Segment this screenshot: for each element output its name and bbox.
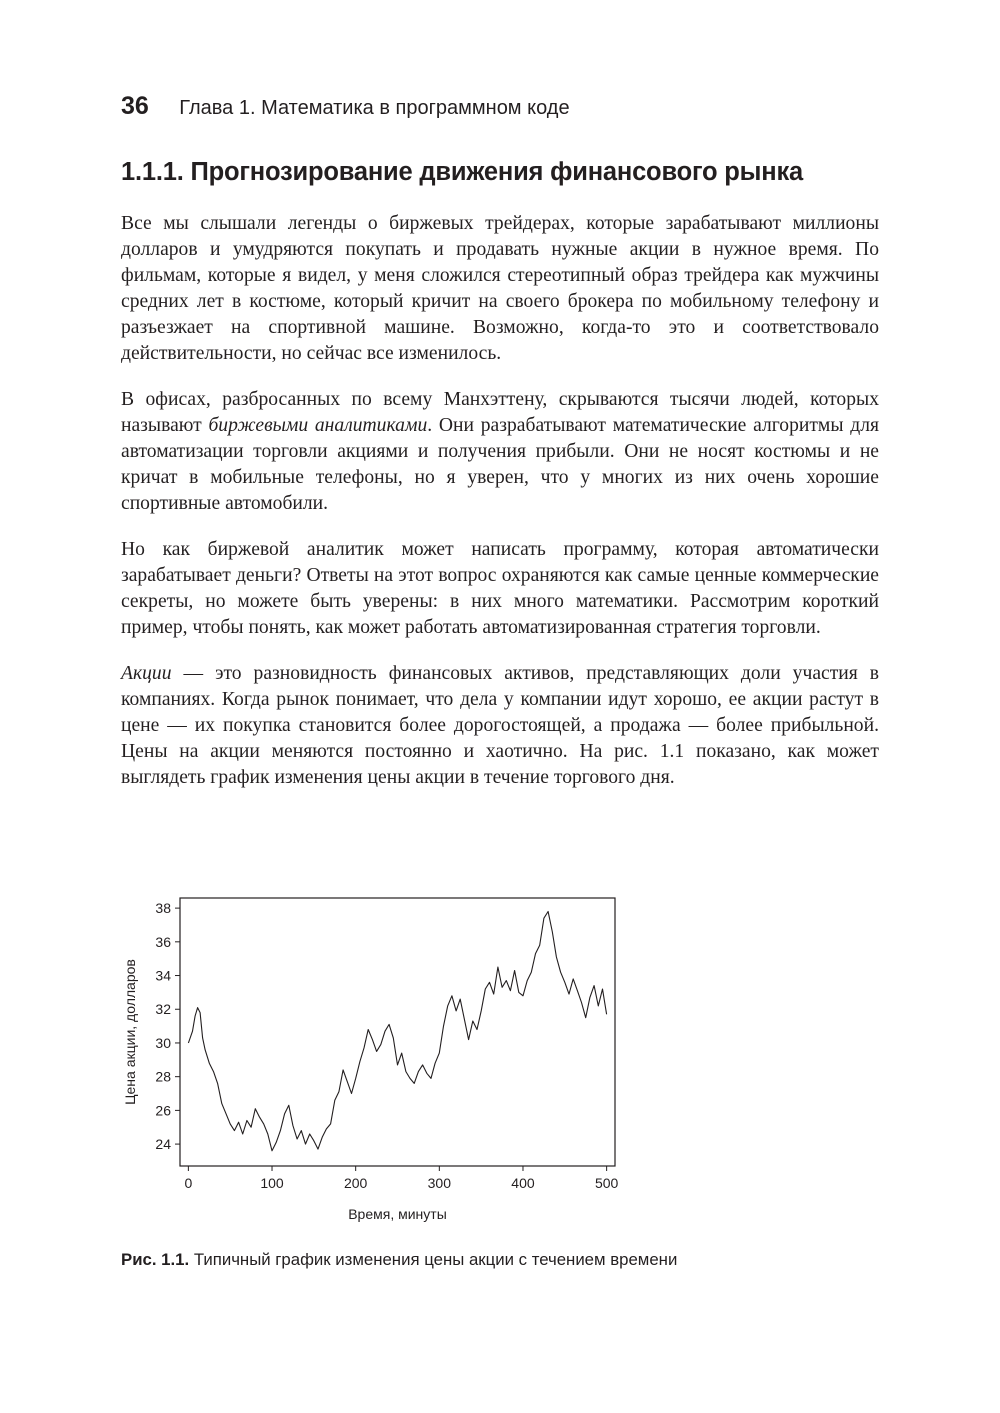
section-title: 1.1.1. Прогнозирование движения финансового рынка — [121, 158, 803, 186]
y-tick-label: 26 — [155, 1102, 171, 1119]
y-axis-label: Цена акции, долларов — [122, 959, 138, 1105]
paragraph — [121, 661, 879, 791]
figure — [110, 886, 630, 1234]
y-tick-label: 34 — [155, 967, 171, 984]
page-number: 36 — [121, 92, 149, 120]
y-tick-label: 28 — [155, 1068, 171, 1085]
italic-term: биржевыми аналитиками — [208, 415, 428, 436]
paragraph-text: Но как биржевой аналитик может написать программу, которая автоматически зарабатывает деньги? Ответы на этот вопрос охраняются как самые ценные коммерческие секреты, но можете быть уверены: в них много математики. Рассмотрим короткий пример, чтобы понять, как может работать автоматизированная стратегия торговли. — [121, 539, 879, 638]
caption-text: Типичный график изменения цены акции с течением времени — [193, 1250, 678, 1269]
x-tick-label: 400 — [511, 1175, 535, 1191]
stock-price-chart — [110, 886, 630, 1234]
paragraph-text: В офисах, разбросанных по всему Манхэттену, скрываются тысячи людей, которых называют — [121, 389, 879, 436]
paragraph — [121, 211, 879, 367]
running-title: Глава 1. Математика в программном коде — [179, 97, 570, 119]
y-tick-label: 36 — [155, 933, 171, 950]
x-tick-label: 200 — [343, 1175, 368, 1191]
page-header — [121, 92, 570, 121]
x-axis-label: Время, минуты — [348, 1206, 447, 1222]
paragraph — [121, 387, 879, 517]
figure-caption — [121, 1250, 677, 1270]
y-tick-label: 38 — [155, 900, 171, 917]
y-tick-label: 30 — [155, 1034, 171, 1051]
caption-label: Рис. 1.1. — [121, 1250, 190, 1269]
italic-term: Акции — [121, 663, 172, 684]
y-tick-label: 32 — [155, 1001, 171, 1018]
paragraph-text: — это разновидность финансовых активов, представляющих доли участия в компаниях. Когда рынок понимает, что дела у компании идут хорошо, ее акции растут в цене — их покупка становится более дорогостоящей, а продажа — более прибыльной. Цены на акции меняются постоянно и хаотично. На рис. 1.1 показано, как может выглядеть график изменения цены акции в течение торгового дня. — [121, 663, 879, 788]
x-tick-label: 500 — [594, 1175, 619, 1191]
paragraph-text: . Они разрабатывают математические алгоритмы для автоматизации торговли акциями и получения прибыли. Они не носят костюмы и не кричат в мобильные телефоны, но я уверен, что у многих из них очень хорошие спортивные автомобили. — [121, 415, 879, 514]
price-line — [188, 912, 606, 1151]
y-tick-label: 24 — [155, 1136, 171, 1153]
x-tick-label: 300 — [427, 1175, 452, 1191]
body-text — [121, 211, 879, 811]
paragraph — [121, 537, 879, 641]
x-tick-label: 100 — [260, 1175, 284, 1191]
x-tick-label: 0 — [184, 1175, 193, 1191]
paragraph-text: Все мы слышали легенды о биржевых трейдерах, которые зарабатывают миллионы долларов и умудряются покупать и продавать нужные акции в нужное время. По фильмам, которые я видел, у меня сложился стереотипный образ трейдера как мужчины средних лет в костюме, который кричит на своего брокера по мобильному телефону и разъезжает на спортивной машине. Возможно, когда-то это и соответствовало действительности, но сейчас все изменилось. — [121, 213, 879, 364]
